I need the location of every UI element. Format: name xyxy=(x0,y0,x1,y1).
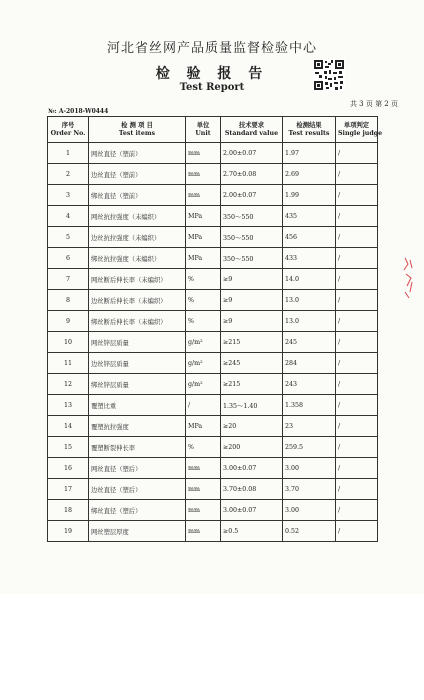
order-no-cell: 13 xyxy=(48,395,89,416)
standard-value-cell: ≥9 xyxy=(221,290,283,311)
unit-cell: g/m² xyxy=(186,374,221,395)
order-no-cell: 17 xyxy=(48,479,89,500)
table-row xyxy=(48,479,378,500)
order-no-cell: 12 xyxy=(48,374,89,395)
unit-cell: MPa xyxy=(186,206,221,227)
test-item-cell: 绑丝锌层质量 xyxy=(89,374,186,395)
test-item-cell: 绑丝直径（塑后） xyxy=(89,500,186,521)
standard-value-cell: ≥20 xyxy=(221,416,283,437)
single-judge-cell: / xyxy=(336,143,378,164)
test-result-cell: 1.358 xyxy=(283,395,336,416)
table-row xyxy=(48,353,378,374)
standard-value-cell: 3.00±0.07 xyxy=(221,500,283,521)
order-no-cell: 6 xyxy=(48,248,89,269)
standard-value-cell: ≥0.5 xyxy=(221,521,283,542)
unit-cell: MPa xyxy=(186,227,221,248)
test-item-cell: 覆塑抗拉强度 xyxy=(89,416,186,437)
standard-value-cell: 350～550 xyxy=(221,248,283,269)
standard-value-cell: ≥9 xyxy=(221,311,283,332)
unit-cell: % xyxy=(186,437,221,458)
test-result-cell: 435 xyxy=(283,206,336,227)
table-row xyxy=(48,500,378,521)
test-item-cell: 网丝塑层厚度 xyxy=(89,521,186,542)
unit-cell: / xyxy=(186,395,221,416)
unit-cell: mm xyxy=(186,458,221,479)
single-judge-cell: / xyxy=(336,437,378,458)
unit-cell: % xyxy=(186,290,221,311)
single-judge-cell: / xyxy=(336,185,378,206)
unit-cell: mm xyxy=(186,185,221,206)
unit-cell: g/m² xyxy=(186,353,221,374)
test-item-cell: 网丝直径（塑后） xyxy=(89,458,186,479)
standard-value-cell: ≥9 xyxy=(221,269,283,290)
unit-cell: mm xyxy=(186,500,221,521)
order-no-cell: 3 xyxy=(48,185,89,206)
test-result-cell: 284 xyxy=(283,353,336,374)
standard-value-cell: 350～550 xyxy=(221,227,283,248)
test-result-cell: 0.52 xyxy=(283,521,336,542)
unit-cell: MPa xyxy=(186,248,221,269)
test-result-cell: 456 xyxy=(283,227,336,248)
order-no-cell: 8 xyxy=(48,290,89,311)
test-item-cell: 网丝断后伸长率（未编织） xyxy=(89,269,186,290)
single-judge-cell: / xyxy=(336,353,378,374)
test-result-cell: 14.0 xyxy=(283,269,336,290)
standard-value-cell: ≥215 xyxy=(221,374,283,395)
test-result-cell: 13.0 xyxy=(283,290,336,311)
order-no-cell: 7 xyxy=(48,269,89,290)
table-row xyxy=(48,332,378,353)
single-judge-cell: / xyxy=(336,248,378,269)
standard-value-cell: 350～550 xyxy=(221,206,283,227)
order-no-cell: 16 xyxy=(48,458,89,479)
table-row xyxy=(48,143,378,164)
test-result-cell: 433 xyxy=(283,248,336,269)
report-title-cn: 检 验 报 告 xyxy=(155,66,269,82)
standard-value-cell: 3.00±0.07 xyxy=(221,458,283,479)
unit-cell: mm xyxy=(186,479,221,500)
test-item-cell: 覆塑比重 xyxy=(89,395,186,416)
table-row xyxy=(48,206,378,227)
standard-value-cell: 2.70±0.08 xyxy=(221,164,283,185)
header-order-no: 序号 Order No. xyxy=(48,117,89,143)
table-row xyxy=(48,395,378,416)
table-row xyxy=(48,185,378,206)
institution-name: 河北省丝网产品质量监督检验中心 xyxy=(106,41,317,56)
unit-cell: % xyxy=(186,311,221,332)
single-judge-cell: / xyxy=(336,290,378,311)
report-number: №: A-2018-W0444 xyxy=(48,108,109,115)
table-row xyxy=(48,416,378,437)
test-result-cell: 259.5 xyxy=(283,437,336,458)
unit-cell: mm xyxy=(186,521,221,542)
single-judge-cell: / xyxy=(336,479,378,500)
test-result-cell: 3.70 xyxy=(283,479,336,500)
test-result-cell: 3.00 xyxy=(283,500,336,521)
test-result-cell: 1.99 xyxy=(283,185,336,206)
standard-value-cell: 3.70±0.08 xyxy=(221,479,283,500)
report-title-en: Test Report xyxy=(179,82,245,93)
table-row xyxy=(48,269,378,290)
qr-code-icon xyxy=(313,59,345,91)
test-item-cell: 网丝锌层质量 xyxy=(89,332,186,353)
table-row xyxy=(48,164,378,185)
test-item-cell: 网丝直径（塑前） xyxy=(89,143,186,164)
unit-cell: mm xyxy=(186,143,221,164)
blank-area xyxy=(0,594,424,700)
test-item-cell: 绑丝直径（塑前） xyxy=(89,185,186,206)
test-item-cell: 边丝直径（塑前） xyxy=(89,164,186,185)
table-row xyxy=(48,248,378,269)
single-judge-cell: / xyxy=(336,269,378,290)
order-no-cell: 19 xyxy=(48,521,89,542)
test-result-cell: 245 xyxy=(283,332,336,353)
single-judge-cell: / xyxy=(336,395,378,416)
single-judge-cell: / xyxy=(336,206,378,227)
single-judge-cell: / xyxy=(336,227,378,248)
standard-value-cell: 2.00±0.07 xyxy=(221,185,283,206)
test-item-cell: 边丝直径（塑后） xyxy=(89,479,186,500)
test-item-cell: 边丝锌层质量 xyxy=(89,353,186,374)
test-result-cell: 243 xyxy=(283,374,336,395)
standard-value-cell: 1.35～1.40 xyxy=(221,395,283,416)
standard-value-cell: 2.00±0.07 xyxy=(221,143,283,164)
test-item-cell: 覆塑断裂伸长率 xyxy=(89,437,186,458)
header-test-results: 检测结果 Test results xyxy=(283,117,336,143)
unit-cell: % xyxy=(186,269,221,290)
unit-cell: g/m² xyxy=(186,332,221,353)
standard-value-cell: ≥245 xyxy=(221,353,283,374)
single-judge-cell: / xyxy=(336,332,378,353)
test-item-cell: 绑丝断后伸长率（未编织） xyxy=(89,311,186,332)
test-results-table xyxy=(47,116,383,542)
table-row xyxy=(48,290,378,311)
page-info: 共 3 页 第 2 页 xyxy=(349,100,398,108)
order-no-cell: 9 xyxy=(48,311,89,332)
single-judge-cell: / xyxy=(336,521,378,542)
header-unit: 单位 Unit xyxy=(186,117,221,143)
header-single-judge: 单项判定 Single judge xyxy=(336,117,378,143)
test-result-cell: 13.0 xyxy=(283,311,336,332)
test-item-cell: 绑丝抗拉强度（未编织） xyxy=(89,248,186,269)
test-result-cell: 23 xyxy=(283,416,336,437)
order-no-cell: 14 xyxy=(48,416,89,437)
unit-cell: MPa xyxy=(186,416,221,437)
test-result-cell: 1.97 xyxy=(283,143,336,164)
single-judge-cell: / xyxy=(336,164,378,185)
single-judge-cell: / xyxy=(336,374,378,395)
order-no-cell: 2 xyxy=(48,164,89,185)
test-item-cell: 边丝抗拉强度（未编织） xyxy=(89,227,186,248)
single-judge-cell: / xyxy=(336,458,378,479)
order-no-cell: 10 xyxy=(48,332,89,353)
table-row xyxy=(48,311,378,332)
standard-value-cell: ≥215 xyxy=(221,332,283,353)
table-row xyxy=(48,458,378,479)
order-no-cell: 5 xyxy=(48,227,89,248)
table-header-row xyxy=(48,117,378,143)
test-item-cell: 边丝断后伸长率（未编织） xyxy=(89,290,186,311)
order-no-cell: 11 xyxy=(48,353,89,374)
single-judge-cell: / xyxy=(336,311,378,332)
unit-cell: mm xyxy=(186,164,221,185)
order-no-cell: 18 xyxy=(48,500,89,521)
header-standard-value: 技术要求 Standard value xyxy=(221,117,283,143)
table-row xyxy=(48,374,378,395)
single-judge-cell: / xyxy=(336,416,378,437)
test-result-cell: 2.69 xyxy=(283,164,336,185)
test-item-cell: 网丝抗拉强度（未编织） xyxy=(89,206,186,227)
seal-stamp-icon xyxy=(402,256,416,300)
order-no-cell: 1 xyxy=(48,143,89,164)
table-row xyxy=(48,521,378,542)
order-no-cell: 15 xyxy=(48,437,89,458)
single-judge-cell: / xyxy=(336,500,378,521)
standard-value-cell: ≥200 xyxy=(221,437,283,458)
order-no-cell: 4 xyxy=(48,206,89,227)
header-test-items: 检 测 项 目 Test items xyxy=(89,117,186,143)
table-row xyxy=(48,227,378,248)
test-result-cell: 3.00 xyxy=(283,458,336,479)
table-row xyxy=(48,437,378,458)
